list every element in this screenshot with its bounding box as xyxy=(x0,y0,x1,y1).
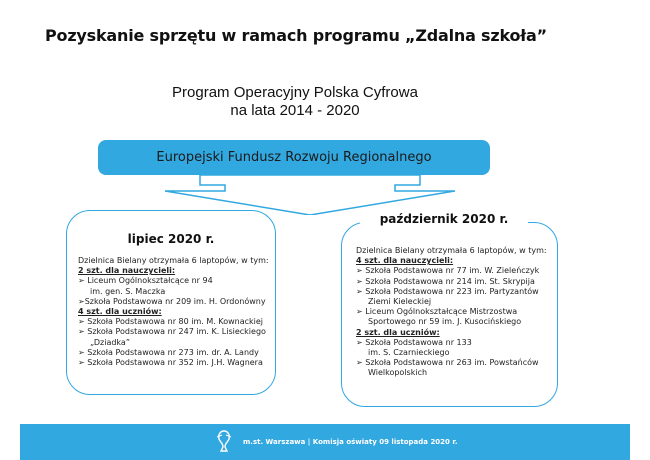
october-teacher-item: ➢ Liceum Ogólnokształcące Mistrzostwa xyxy=(356,307,518,317)
october-student-item: ➢ Szkoła Podstawowa nr 133 xyxy=(356,337,472,347)
july-student-item: ➢ Szkoła Podstawowa nr 80 im. M. Kownackiej xyxy=(78,317,263,327)
october-student-item: ➢ Szkoła Podstawowa nr 263 im. Powstańców xyxy=(356,358,539,368)
october-student-item: im. S. Czarnieckiego xyxy=(368,348,450,358)
october-body xyxy=(356,246,556,379)
july-teacher-item: im. gen. S. Maczka xyxy=(90,286,166,296)
july-student-item: ➢ Szkoła Podstawowa nr 352 im. J.H. Wagnera xyxy=(78,358,263,368)
july-intro: Dzielnica Bielany otrzymała 6 laptopów, w tym: xyxy=(78,256,269,265)
october-teacher-item: ➢ Szkoła Podstawowa nr 223 im. Partyzantów xyxy=(356,286,539,296)
page-title: Pozyskanie sprzętu w ramach programu „Zdalna szkoła” xyxy=(45,26,547,45)
october-teacher-item: ➢ Szkoła Podstawowa nr 77 im. W. Zieleńczyk xyxy=(356,266,540,276)
october-teacher-item: Sportowego nr 59 im. J. Kusocińskiego xyxy=(368,317,522,327)
july-students-label: 4 szt. dla uczniów: xyxy=(78,307,162,317)
july-student-item: ➢ Szkoła Podstawowa nr 247 im. K. Lisieckiego xyxy=(78,327,266,337)
october-teacher-item: Ziemi Kieleckiej xyxy=(368,297,432,307)
october-heading: październik 2020 r. xyxy=(360,212,528,226)
split-arrow-icon xyxy=(165,175,455,215)
july-body xyxy=(78,256,274,368)
july-teacher-item: ➢ Liceum Ogólnokształcące nr 94 xyxy=(78,276,213,286)
program-line-1: Program Operacyjny Polska Cyfrowa xyxy=(172,84,418,101)
july-student-item: ➢ Szkoła Podstawowa nr 273 im. dr. A. Landy xyxy=(78,347,259,357)
warsaw-mermaid-logo-icon xyxy=(214,429,234,453)
footer-text: m.st. Warszawa | Komisja oświaty 09 listopada 2020 r. xyxy=(243,438,458,446)
program-heading xyxy=(150,84,440,120)
footer-bar xyxy=(20,424,630,460)
july-heading: lipiec 2020 r. xyxy=(127,232,215,246)
october-box xyxy=(341,222,558,407)
july-student-item: „Dziadka” xyxy=(90,337,130,347)
october-students-label: 2 szt. dla uczniów: xyxy=(356,327,440,337)
october-student-item: Wielkopolskich xyxy=(368,368,428,378)
october-intro: Dzielnica Bielany otrzymała 6 laptopów, w tym: xyxy=(356,246,547,255)
october-teacher-item: ➢ Szkoła Podstawowa nr 214 im. St. Skrypija xyxy=(356,276,535,286)
program-line-2: na lata 2014 - 2020 xyxy=(230,102,360,119)
july-box xyxy=(66,210,276,395)
july-teachers-label: 2 szt. dla nauczycieli: xyxy=(78,266,176,276)
july-teacher-item: ➢Szkoła Podstawowa nr 209 im. H. Ordonówny xyxy=(78,296,266,306)
fund-banner: Europejski Fundusz Rozwoju Regionalnego xyxy=(98,140,490,175)
october-teachers-label: 4 szt. dla nauczycieli: xyxy=(356,256,454,266)
